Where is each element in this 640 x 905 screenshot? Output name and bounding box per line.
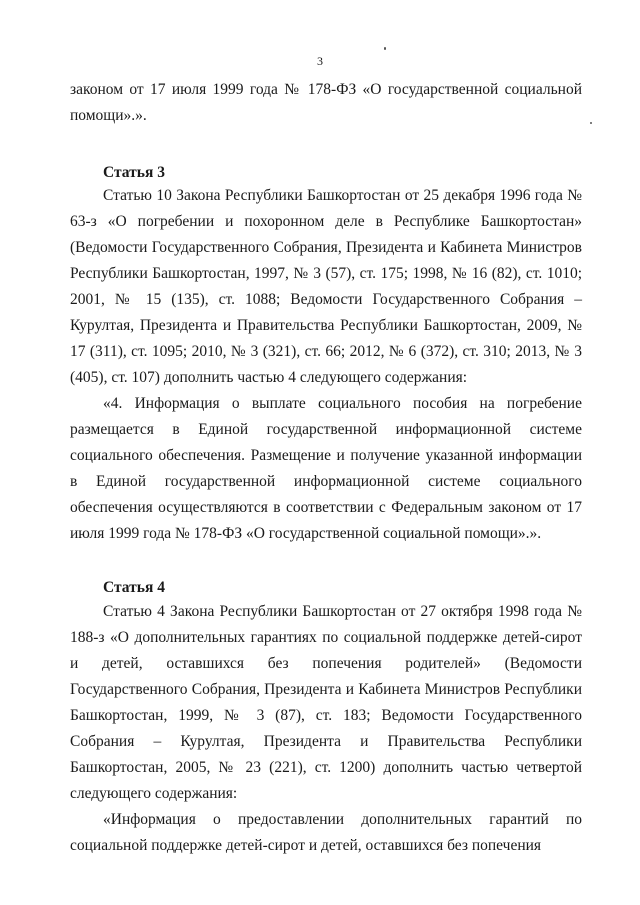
intro-paragraph: законом от 17 июля 1999 года № 178-ФЗ «О государственной социальной помощи».».: [70, 81, 582, 124]
article-3-heading: Статья 3: [103, 164, 165, 181]
article-3-paragraph-2: «4. Информация о выплате социального пособия на погребение размещается в Единой государственной информационной системе социального обеспечения. Размещение и получение указанной информации в Единой государственной информационной системе социального обеспечения осуществляются в соответствии с Федеральным законом от 17 июля 1999 года № 178-ФЗ «О государственной социальной помощи».».: [70, 395, 582, 542]
page-number: 3: [317, 54, 323, 68]
article-3-body: [70, 183, 582, 547]
article-4-paragraph-2: «Информация о предоставлении дополнительных гарантий по социальной поддержке детей-сирот и детей, оставшихся без попечения: [70, 811, 582, 854]
scan-mark: [590, 122, 592, 124]
article-4-heading: Статья 4: [103, 579, 165, 596]
article-4-paragraph-1: Статью 4 Закона Республики Башкортостан от 27 октября 1998 года № 188-з «О дополнительных гарантиях по социальной поддержке детей-сирот и детей, оставшихся без попечения родителей» (Ведомости Государственного Собрания, Президента и Кабинета Министров Республики Башкортостан, 1999, № 3 (87), ст. 183; Ведомости Государственного Собрания – Курултая, Президента и Правительства Республики Башкортостан, 2005, № 23 (221), ст. 1200) дополнить частью четвертой следующего содержания:: [70, 603, 582, 802]
article-3-paragraph-1: Статью 10 Закона Республики Башкортостан от 25 декабря 1996 года № 63-з «О погребении и похоронном деле в Республике Башкортостан» (Ведомости Государственного Собрания, Президента и Кабинета Министров Республики Башкортостан, 1997, № 3 (57), ст. 175; 1998, № 16 (82), ст. 1010; 2001, № 15 (135), ст. 1088; Ведомости Государственного Собрания – Курултая, Президента и Правительства Республики Башкортостан, 2009, № 17 (311), ст. 1095; 2010, № 3 (321), ст. 66; 2012, № 6 (372), ст. 310; 2013, № 3 (405), ст. 107) дополнить частью 4 следующего содержания:: [70, 187, 582, 386]
article-4-body: [70, 599, 582, 859]
intro-block: [70, 77, 582, 129]
scan-mark: [384, 47, 386, 50]
